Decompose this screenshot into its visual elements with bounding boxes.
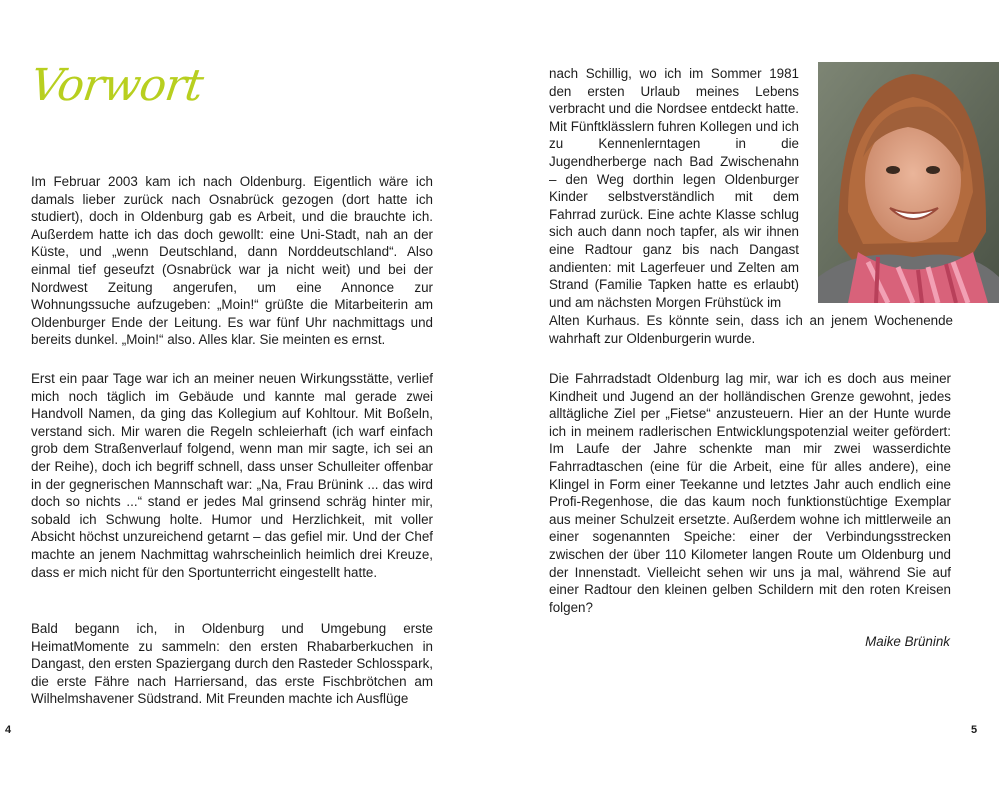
right-paragraph-1-wrap: nach Schillig, wo ich im Sommer 1981 den ersten Urlaub meines Lebens verbracht und die Nordsee entdeckt hatte. Mit Fünftklässlern fuhren Kollegen und ich zu Kennenlerntagen in die Jugendherberge nach Bad Zwischenahn – den Weg dorthin legen Oldenburger Kinder selbstverständlich mit dem Fahrrad zurück. Eine achte Klasse schlug sich auch dann noch tapfer, als wir ihnen eine Radtour ganz bis nach Dangast andienten: mit Lagerfeuer und Zelten am Strand (Familie Tapken hatte es erlaubt) und am nächsten Morgen Frühstück im xyxy=(549,66,799,310)
right-paragraph-2: Die Fahrradstadt Oldenburg lag mir, war ich es doch aus meiner Kindheit und Jugend an der holländischen Grenze gewohnt, jedes alltägliche Ziel per „Fietse“ anzusteuern. Hier an der Hunte wurde ich in meinem radlerischen Entwicklungspotenzial weiter gefördert: Im Laufe der Jahre schenkte man mir zwei wasserdichte Fahrradtaschen (eine für die Arbeit, eine für alles andere), eine Klingel in Form einer Teekanne und letztes Jahr auch endlich eine Profi-Regenhose, die das kaum noch funktionstüchtige Exemplar aus meiner Schulzeit ersetzte. Außerdem wohne ich mittlerweile an einer sogenannten Speiche: einer der Verbindungsstrecken zwischen der über 110 Kilometer langen Route um Oldenburg und der Innenstadt. Vielleicht sehen wir uns ja mal, während Sie auf einer Radtour den kleinen gelben Schildern mit den roten Kreisen folgen? xyxy=(549,371,951,615)
page-number-left: 4 xyxy=(5,724,12,736)
page-number-right: 5 xyxy=(971,724,978,736)
left-paragraph-1: Im Februar 2003 kam ich nach Oldenburg. Eigentlich wäre ich damals lieber zurück nach Osnabrück gezogen (dort hatte ich studiert), doch in Oldenburg gab es Arbeit, und die brauchte ich. Außerdem hatte ich das doch gewollt: eine Uni-Stadt, nah an der Küste, und „wenn Deutschland, dann Norddeutschland“. Also einmal tief geseufzt (Osnabrück war ja nicht weit) und bei der Nordwest Zeitung angerufen, um eine Annonce zur Wohnungssuche aufzugeben: „Moin!“ grüßte die Mitarbeiterin am Oldenburger Ende der Leitung. Es war fünf Uhr nachmittags und bereits dunkel. „Moin!“ also. Alles klar. Sie meinten es ernst. xyxy=(31,174,433,348)
author-signature: Maike Brünink xyxy=(865,634,950,649)
right-wrapped-text xyxy=(549,65,799,311)
chapter-title: Vorwort xyxy=(27,60,206,111)
author-portrait-photo xyxy=(818,62,999,303)
left-paragraph-3: Bald begann ich, in Oldenburg und Umgebung erste HeimatMomente zu sammeln: den ersten Rhabarberkuchen in Dangast, den ersten Spaziergang durch den Rasteder Schlosspark, die erste Fähre nach Harriersand, das erste Fischbrötchen am Wilhelmshavener Südstrand. Mit Freunden machte ich Ausflüge xyxy=(31,621,433,707)
left-paragraph-2: Erst ein paar Tage war ich an meiner neuen Wirkungsstätte, verlief mich noch täglich im Gebäude und kannte mal gerade zwei Handvoll Namen, da ging das Kollegium auf Kohltour. Mit Boßeln, verstand sich. Mir waren die Regeln schleierhaft (ich warf einfach grob dem Straßenverlauf folgend, wenn man mir sagte, ich sei an der Reihe), doch ich begriff schnell, dass unser Schulleiter offenbar in der gegnerischen Mannschaft war: „Na, Frau Brünink ... das wird doch so nichts ...“ stand er jedes Mal grinsend schräg hinter mir, sobald ich Schwung holte. Humor und Herzlichkeit, mit voller Absicht höchst unzureichend getarnt – das gefiel mir. Und der Chef machte an jenem Nachmittag wahrscheinlich heimlich drei Kreuze, dass er mich nicht für den Sportunterricht eingestellt hatte. xyxy=(31,371,433,580)
right-paragraph-1-continued: Alten Kurhaus. Es könnte sein, dass ich an jenem Wochenende wahrhaft zur Oldenburgerin wurde. xyxy=(549,313,953,346)
